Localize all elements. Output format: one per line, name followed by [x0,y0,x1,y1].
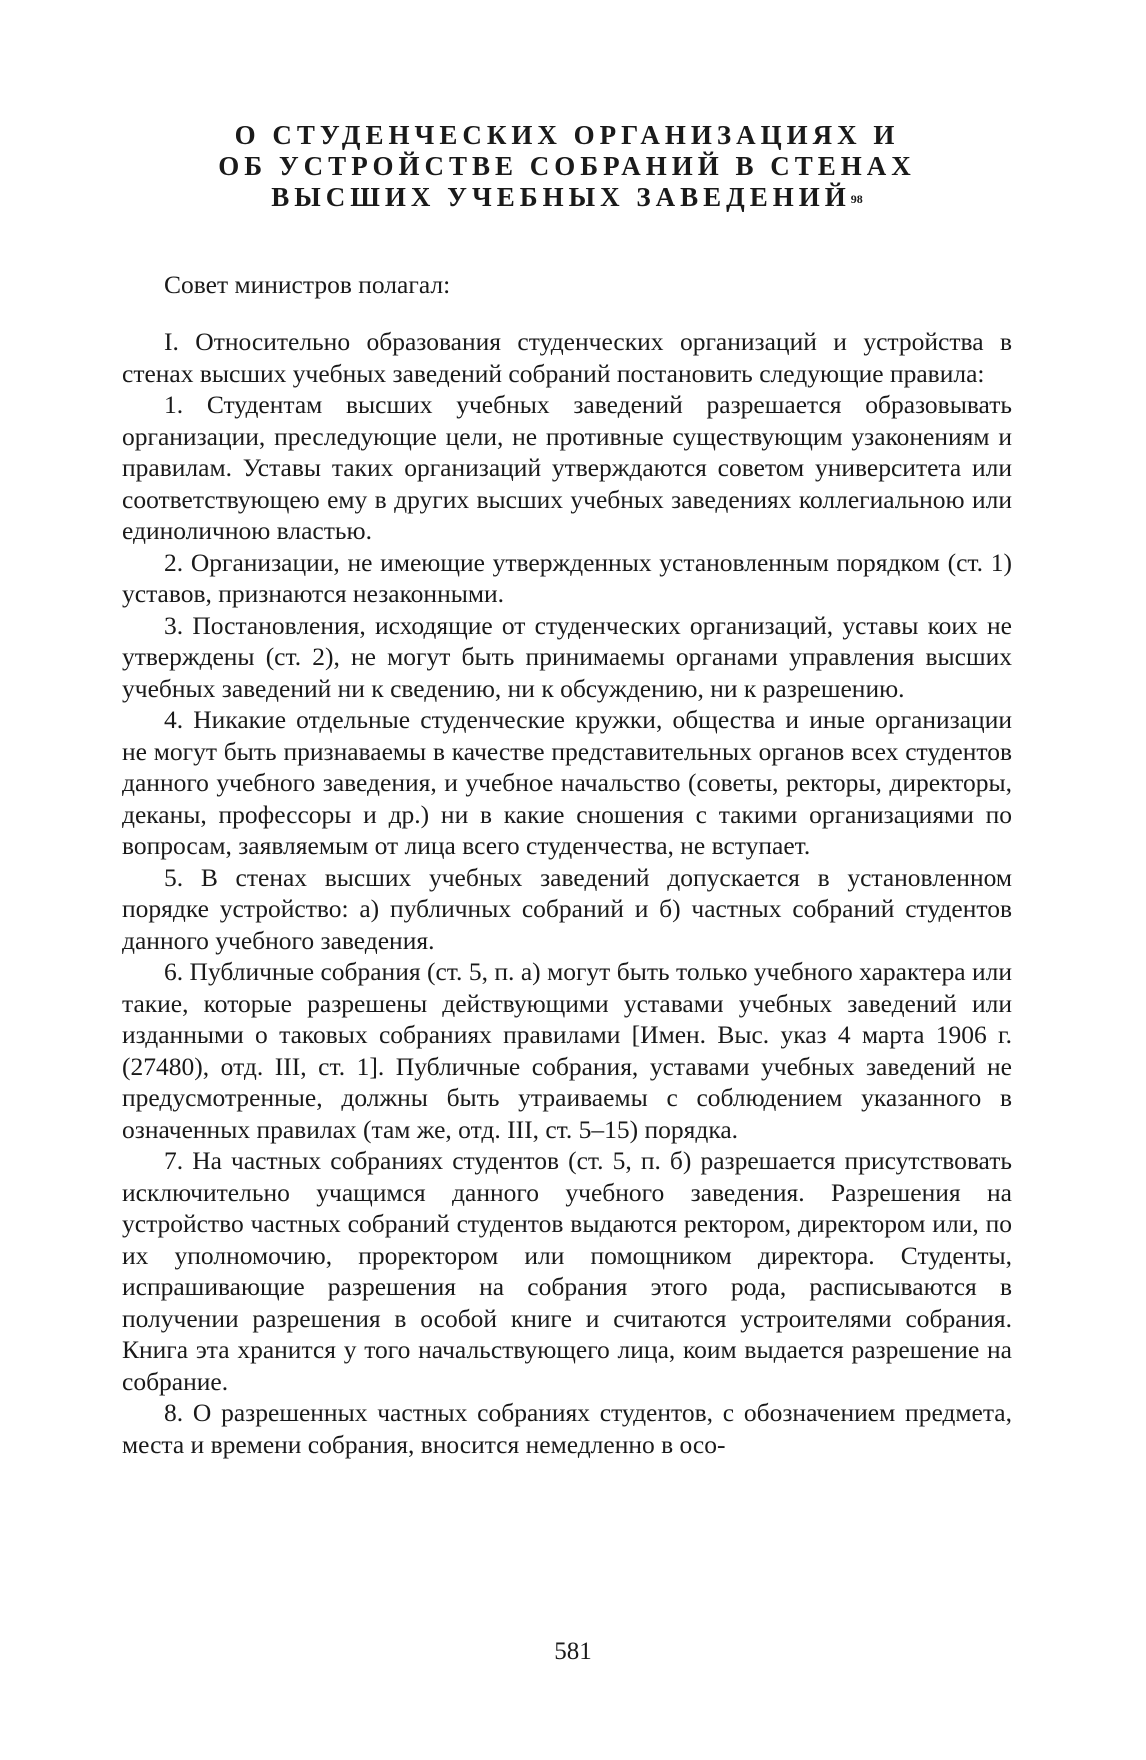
paragraph-rule-8: 8. О разрешенных частных собраниях студентов, с обозначением предмета, места и времени собрания, вносится немедленно в осо- [122,1398,1012,1459]
title-line-3-text: ВЫСШИХ УЧЕБНЫХ ЗАВЕДЕНИЙ [271,182,851,212]
title-line-2: ОБ УСТРОЙСТВЕ СОБРАНИЙ В СТЕНАХ [218,151,916,181]
title-line-1: О СТУДЕНЧЕСКИХ ОРГАНИЗАЦИЯХ И [234,120,900,150]
paragraph-rule-1: 1. Студентам высших учебных заведений разрешается образовывать организации, преследующие цели, не противные существующим узаконениям и правилам. Уставы таких организаций утверждаются советом университета или соответствующею ему в других высших учебных заведениях коллегиальною или единоличною властью. [122,390,1012,545]
title-line-3 [122,182,1012,213]
intro-text: Совет министров полагал: [164,270,451,299]
paragraph-rule-4: 4. Никакие отдельные студенческие кружки, общества и иные организации не могут быть признаваемы в качестве представительных органов всех студентов данного учебного заведения, и учебное начальство (советы, ректоры, директоры, деканы, профессоры и др.) ни в какие сношения с такими организациями по вопросам, заявляемым от лица всего студенчества, не вступает. [122,705,1012,860]
paragraph-rule-3: 3. Постановления, исходящие от студенческих организаций, уставы коих не утверждены (ст. 2), не могут быть принимаемы органами управления высших учебных заведений ни к сведению, ни к обсуждению, ни к разрешению. [122,610,1012,703]
page-number: 581 [554,1638,592,1665]
paragraph-rule-5: 5. В стенах высших учебных заведений допускается в установленном порядке устройство: а) публичных собраний и б) частных собраний студентов данного учебного заведения. [122,862,1012,955]
paragraph-rule-2: 2. Организации, не имеющие утвержденных установленным порядком (ст. 1) уставов, признаются незаконными. [122,547,1012,608]
page-body [122,120,1012,1460]
footnote-mark: 98 [850,192,863,206]
document-title [122,120,1012,213]
paragraph-rule-6: 6. Публичные собрания (ст. 5, п. а) могут быть только учебного характера или такие, которые разрешены действующими уставами учебных заведений или изданными о таковых собраниях правилами [Имен. Выс. указ 4 марта 1906 г. (27480), отд. III, ст. 1]. Публичные собрания, уставами учебных заведений не предусмотренные, должны быть утраиваемы с соблюдением указанного в означенных правилах (там же, отд. III, ст. 5–15) порядка. [122,957,1012,1144]
paragraph-section-1: I. Относительно образования студенческих организаций и устройства в стенах высших учебных заведений собраний постановить следующие правила: [122,327,1012,388]
paragraph-rule-7: 7. На частных собраниях студентов (ст. 5, п. б) разрешается присутствовать исключительно учащимся данного учебного заведения. Разрешения на устройство частных собраний студентов выдаются ректором, директором или, по их уполномочию, проректором или помощником директора. Студенты, испрашивающие разрешения на собрания этого рода, расписываются в получении разрешения в особой книге и считаются устроителями собрания. Книга эта хранится у того начальствующего лица, коим выдается разрешение на собрание. [122,1146,1012,1396]
